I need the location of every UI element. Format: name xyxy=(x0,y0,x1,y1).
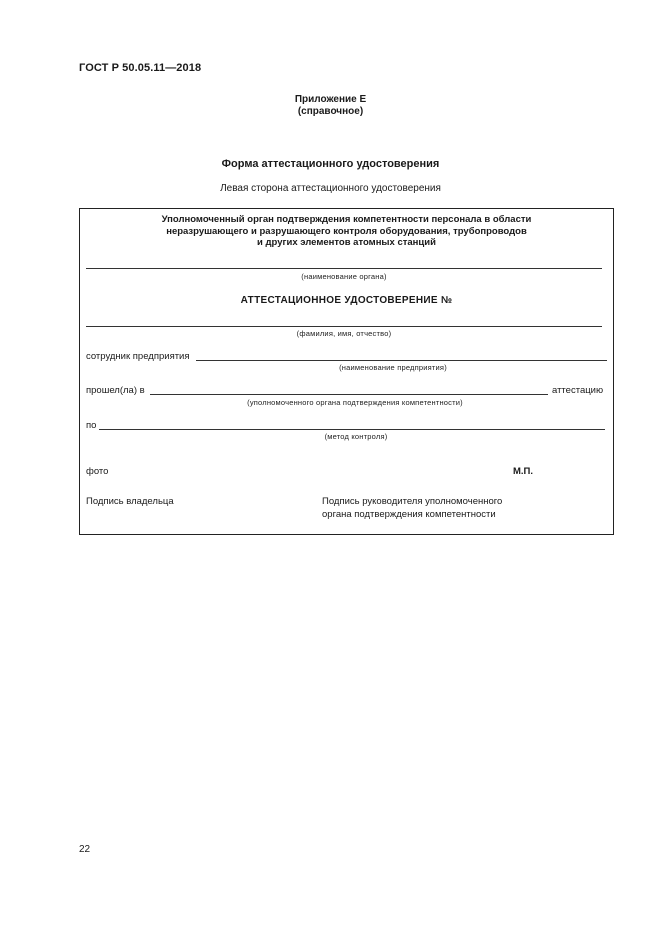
standard-designation: ГОСТ Р 50.05.11—2018 xyxy=(79,62,202,74)
appendix-subtitle: (справочное) xyxy=(297,106,364,117)
enterprise-caption: (наименование предприятия) xyxy=(339,363,447,372)
org-heading-line: Уполномоченный орган подтверждения компетентности персонала в области xyxy=(161,214,532,225)
passed-label: прошел(ла) в xyxy=(86,385,145,396)
attestation-label: аттестацию xyxy=(552,385,604,396)
org-heading xyxy=(79,214,614,249)
seal-label: М.П. xyxy=(513,466,534,477)
org-heading-line: и других элементов атомных станций xyxy=(257,237,436,248)
holder-signature-label: Подпись владельца xyxy=(86,496,174,507)
employee-label: сотрудник предприятия xyxy=(86,351,190,362)
enterprise-line xyxy=(196,360,607,361)
fio-caption: (фамилия, имя, отчество) xyxy=(296,329,392,338)
form-title: Форма аттестационного удостоверения xyxy=(221,158,440,170)
method-caption: (метод контроля) xyxy=(324,432,388,441)
appendix-title: Приложение Е xyxy=(294,94,367,105)
fio-line xyxy=(86,326,602,327)
page-number: 22 xyxy=(79,844,91,855)
authority-caption: (уполномоченного органа подтверждения компетентности) xyxy=(247,398,463,407)
authority-line xyxy=(150,394,548,395)
head-signature-label-line1: Подпись руководителя уполномоченного xyxy=(322,496,503,507)
photo-label: фото xyxy=(86,466,109,477)
side-title: Левая сторона аттестационного удостоверения xyxy=(220,183,441,194)
method-line xyxy=(99,429,605,430)
org-heading-line: неразрушающего и разрушающего контроля оборудования, трубопроводов xyxy=(166,225,527,237)
by-label: по xyxy=(86,420,97,431)
org-name-line xyxy=(86,268,602,269)
certificate-title: АТТЕСТАЦИОННОЕ УДОСТОВЕРЕНИЕ № xyxy=(240,295,453,306)
head-signature-label-line2: органа подтверждения компетентности xyxy=(322,509,496,520)
org-name-caption: (наименование органа) xyxy=(301,272,387,281)
